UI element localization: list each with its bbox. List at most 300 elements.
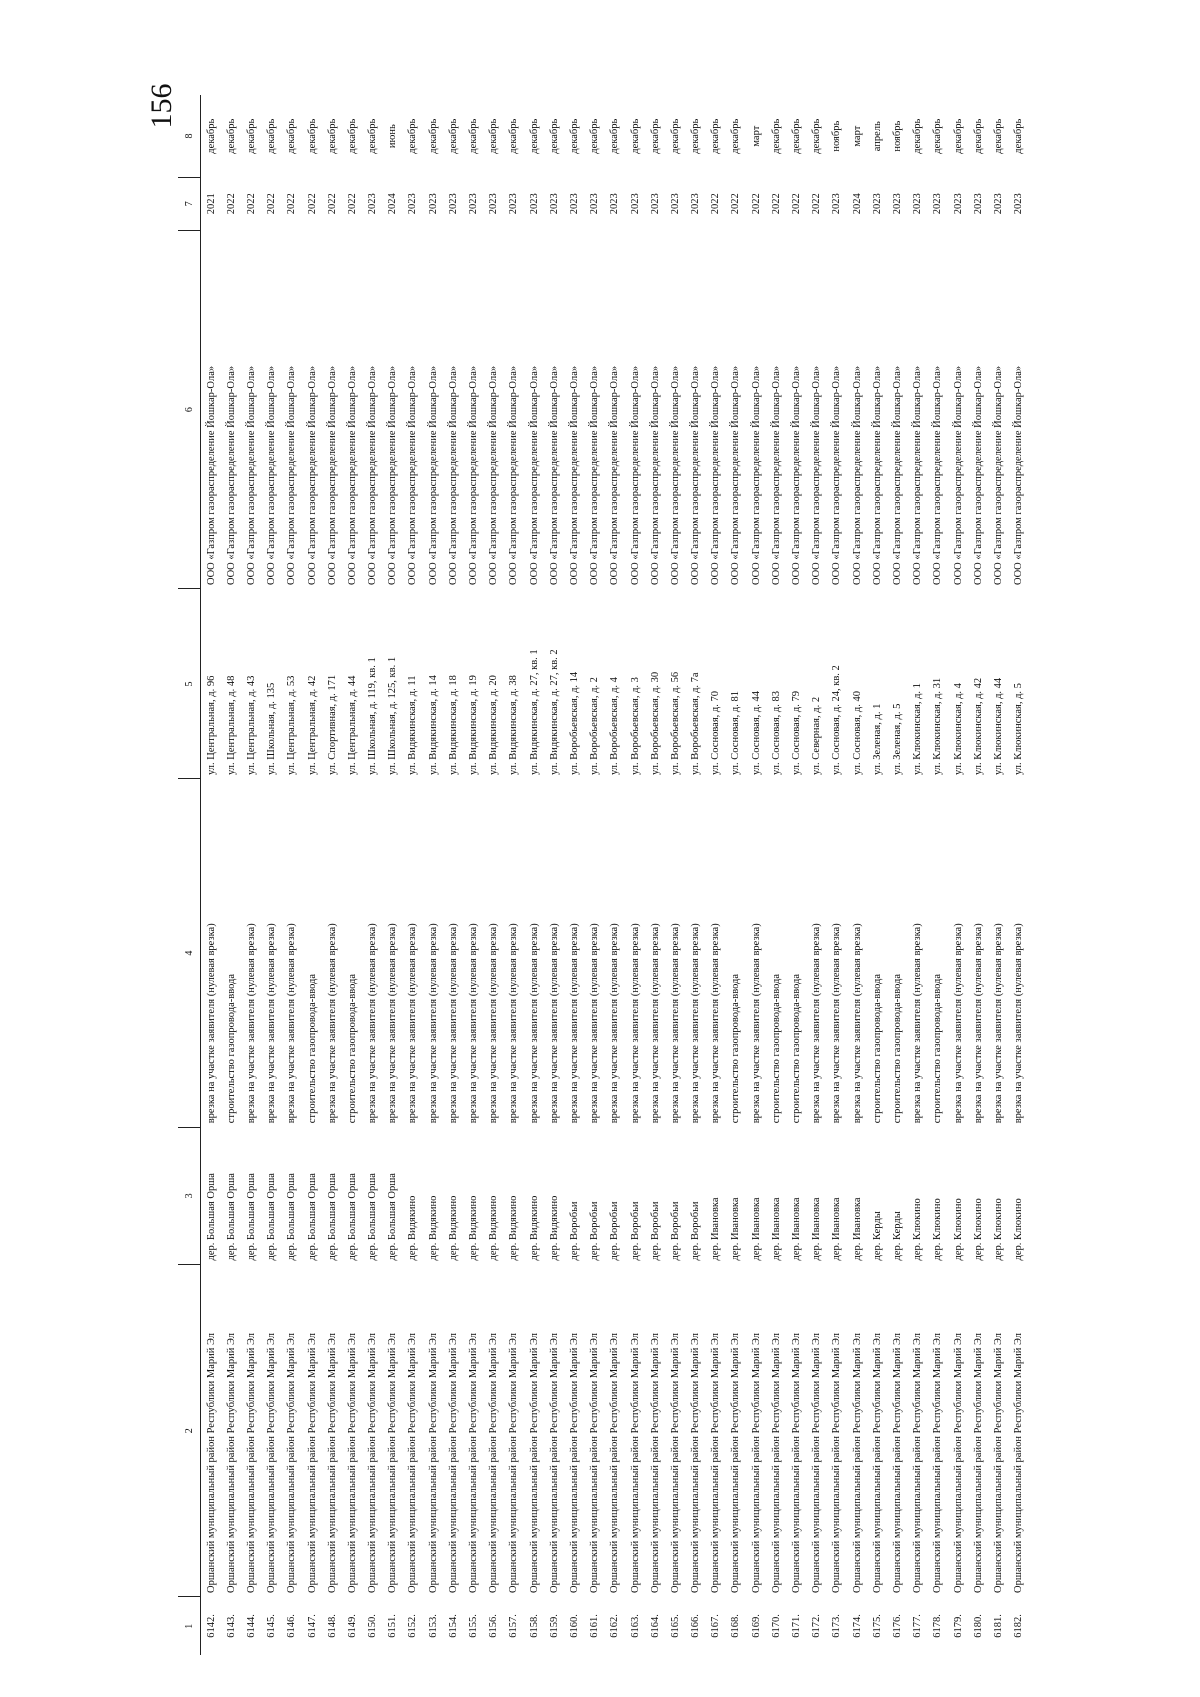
address-cell: ул. Клюкинская, д. 4	[952, 683, 964, 775]
district-cell: Оршанский муниципальный район Республики Марий Эл	[629, 1332, 641, 1593]
settlement-cell: дер. Ивановка	[710, 1197, 722, 1261]
row-number-cell: 6175.	[871, 1614, 883, 1638]
organization-cell: ООО «Газпром газораспределение Йошкар-Ола»	[891, 365, 903, 585]
work-type-cell: врезка на участке заявителя (нулевая врезка)	[528, 923, 540, 1124]
row-number-cell: 6143.	[225, 1614, 237, 1638]
district-cell: Оршанский муниципальный район Республики Марий Эл	[932, 1332, 944, 1593]
organization-cell: ООО «Газпром газораспределение Йошкар-Ола»	[427, 365, 439, 585]
month-cell: декабрь	[811, 118, 823, 154]
settlement-cell: дер. Воробьи	[609, 1201, 621, 1261]
month-cell: декабрь	[488, 118, 500, 154]
table-row	[706, 95, 726, 1655]
month-cell: декабрь	[649, 118, 661, 154]
organization-cell: ООО «Газпром газораспределение Йошкар-Ола»	[791, 365, 803, 585]
district-cell: Оршанский муниципальный район Республики Марий Эл	[346, 1332, 358, 1593]
row-number-cell: 6165.	[669, 1614, 681, 1638]
year-cell: 2022	[710, 193, 722, 215]
month-cell: апрель	[871, 121, 883, 152]
settlement-cell: дер. Воробьи	[568, 1201, 580, 1261]
settlement-cell: дер. Ивановка	[791, 1197, 803, 1261]
column-header: 5	[178, 589, 201, 779]
page-number: 156	[145, 83, 178, 129]
work-type-cell: врезка на участке заявителя (нулевая врезка)	[326, 923, 338, 1124]
district-cell: Оршанский муниципальный район Республики Марий Эл	[367, 1332, 379, 1593]
month-cell: декабрь	[346, 118, 358, 154]
table-row	[827, 95, 847, 1655]
table-row	[887, 95, 907, 1655]
table-row	[342, 95, 362, 1655]
organization-cell: ООО «Газпром газораспределение Йошкар-Ола»	[1013, 365, 1025, 585]
table-row	[807, 95, 827, 1655]
row-number-cell: 6151.	[387, 1614, 399, 1638]
row-number-cell: 6179.	[952, 1614, 964, 1638]
organization-cell: ООО «Газпром газораспределение Йошкар-Ола»	[548, 365, 560, 585]
organization-cell: ООО «Газпром газораспределение Йошкар-Ола»	[730, 365, 742, 585]
row-number-cell: 6178.	[932, 1614, 944, 1638]
row-number-cell: 6152.	[407, 1614, 419, 1638]
address-cell: ул. Центральная, д. 43	[245, 675, 257, 775]
address-cell: ул. Клюкинская, д. 5	[1013, 683, 1025, 775]
year-cell: 2023	[609, 193, 621, 215]
organization-cell: ООО «Газпром газораспределение Йошкар-Ола»	[992, 365, 1004, 585]
table-row	[988, 95, 1008, 1655]
address-cell: ул. Видякинская, д. 14	[427, 675, 439, 775]
organization-cell: ООО «Газпром газораспределение Йошкар-Ола»	[346, 365, 358, 585]
month-cell: декабрь	[690, 118, 702, 154]
year-cell: 2023	[427, 193, 439, 215]
row-number-cell: 6153.	[427, 1614, 439, 1638]
district-cell: Оршанский муниципальный район Республики Марий Эл	[770, 1332, 782, 1593]
row-number-cell: 6160.	[568, 1614, 580, 1638]
district-cell: Оршанский муниципальный район Республики Марий Эл	[851, 1332, 863, 1593]
settlement-cell: дер. Большая Орша	[286, 1173, 298, 1261]
column-header: 2	[178, 1264, 201, 1596]
work-type-cell: строительство газопровода-ввода	[891, 973, 903, 1124]
district-cell: Оршанский муниципальный район Республики Марий Эл	[690, 1332, 702, 1593]
table-row	[686, 95, 706, 1655]
year-cell: 2024	[387, 193, 399, 215]
table-row	[524, 95, 544, 1655]
work-type-cell: врезка на участке заявителя (нулевая врезка)	[468, 923, 480, 1124]
month-cell: декабрь	[205, 118, 217, 154]
address-cell: ул. Воробьевская, д. 14	[568, 671, 580, 775]
address-cell: ул. Видякинская, д. 38	[508, 675, 520, 775]
year-cell: 2023	[871, 193, 883, 215]
work-type-cell: строительство газопровода-ввода	[932, 973, 944, 1124]
district-cell: Оршанский муниципальный район Республики Марий Эл	[791, 1332, 803, 1593]
organization-cell: ООО «Газпром газораспределение Йошкар-Ола»	[286, 365, 298, 585]
settlement-cell: дер. Ивановка	[851, 1197, 863, 1261]
row-number-cell: 6159.	[548, 1614, 560, 1638]
row-number-cell: 6176.	[891, 1614, 903, 1638]
district-cell: Оршанский муниципальный район Республики Марий Эл	[508, 1332, 520, 1593]
month-cell: декабрь	[791, 118, 803, 154]
organization-cell: ООО «Газпром газораспределение Йошкар-Ола»	[750, 365, 762, 585]
table-row	[302, 95, 322, 1655]
address-cell: ул. Школьная, д. 119, кв. 1	[367, 657, 379, 775]
district-cell: Оршанский муниципальный район Республики Марий Эл	[447, 1332, 459, 1593]
year-cell: 2023	[669, 193, 681, 215]
organization-cell: ООО «Газпром газораспределение Йошкар-Ола»	[952, 365, 964, 585]
address-cell: ул. Воробьевская, д. 4	[609, 677, 621, 775]
work-type-cell: врезка на участке заявителя (нулевая врезка)	[629, 923, 641, 1124]
row-number-cell: 6142.	[205, 1614, 217, 1638]
year-cell: 2023	[629, 193, 641, 215]
row-number-cell: 6156.	[488, 1614, 500, 1638]
district-cell: Оршанский муниципальный район Республики Марий Эл	[245, 1332, 257, 1593]
year-cell: 2023	[407, 193, 419, 215]
settlement-cell: дер. Клюкино	[992, 1198, 1004, 1261]
row-number-cell: 6161.	[589, 1614, 601, 1638]
settlement-cell: дер. Видякино	[447, 1195, 459, 1261]
district-cell: Оршанский муниципальный район Республики Марий Эл	[992, 1332, 1004, 1593]
settlement-cell: дер. Большая Орша	[225, 1173, 237, 1261]
month-cell: декабрь	[730, 118, 742, 154]
address-cell: ул. Центральная, д. 96	[205, 675, 217, 775]
settlement-cell: дер. Воробьи	[649, 1201, 661, 1261]
table-row	[221, 95, 241, 1655]
work-type-cell: врезка на участке заявителя (нулевая врезка)	[649, 923, 661, 1124]
table-row	[928, 95, 948, 1655]
work-type-cell: врезка на участке заявителя (нулевая врезка)	[669, 923, 681, 1124]
organization-cell: ООО «Газпром газораспределение Йошкар-Ола»	[972, 365, 984, 585]
settlement-cell: дер. Видякино	[488, 1195, 500, 1261]
address-cell: ул. Сосновая, д. 24, кв. 2	[831, 665, 843, 775]
settlement-cell: дер. Большая Орша	[306, 1173, 318, 1261]
work-type-cell: врезка на участке заявителя (нулевая врезка)	[245, 923, 257, 1124]
table-row	[968, 95, 988, 1655]
month-cell: ноябрь	[831, 120, 843, 152]
organization-cell: ООО «Газпром газораспределение Йошкар-Ола»	[367, 365, 379, 585]
organization-cell: ООО «Газпром газораспределение Йошкар-Ола»	[326, 365, 338, 585]
organization-cell: ООО «Газпром газораспределение Йошкар-Ола»	[770, 365, 782, 585]
settlement-cell: дер. Большая Орша	[205, 1173, 217, 1261]
table-row	[484, 95, 504, 1655]
month-cell: декабрь	[286, 118, 298, 154]
table-row	[867, 95, 887, 1655]
table-row	[766, 95, 786, 1655]
district-cell: Оршанский муниципальный район Республики Марий Эл	[730, 1332, 742, 1593]
table-row	[363, 95, 383, 1655]
organization-cell: ООО «Газпром газораспределение Йошкар-Ола»	[387, 365, 399, 585]
year-cell: 2022	[730, 193, 742, 215]
organization-cell: ООО «Газпром газораспределение Йошкар-Ола»	[811, 365, 823, 585]
work-type-cell: врезка на участке заявителя (нулевая врезка)	[447, 923, 459, 1124]
settlement-cell: дер. Видякино	[548, 1195, 560, 1261]
district-cell: Оршанский муниципальный район Республики Марий Эл	[427, 1332, 439, 1593]
district-cell: Оршанский муниципальный район Республики Марий Эл	[548, 1332, 560, 1593]
address-cell: ул. Сосновая, д. 79	[791, 691, 803, 775]
month-cell: декабрь	[468, 118, 480, 154]
district-cell: Оршанский муниципальный район Республики Марий Эл	[589, 1332, 601, 1593]
district-cell: Оршанский муниципальный район Республики Марий Эл	[266, 1332, 278, 1593]
year-cell: 2023	[367, 193, 379, 215]
settlement-cell: дер. Большая Орша	[346, 1173, 358, 1261]
table-row	[645, 95, 665, 1655]
row-number-cell: 6154.	[447, 1614, 459, 1638]
month-cell: июнь	[387, 124, 399, 149]
settlement-cell: дер. Ивановка	[750, 1197, 762, 1261]
settlement-cell: дер. Клюкино	[932, 1198, 944, 1261]
month-cell: декабрь	[770, 118, 782, 154]
column-header: 1	[178, 1597, 201, 1655]
table-row	[463, 95, 483, 1655]
settlement-cell: дер. Клюкино	[1013, 1198, 1025, 1261]
organization-cell: ООО «Газпром газораспределение Йошкар-Ола»	[245, 365, 257, 585]
year-cell: 2022	[326, 193, 338, 215]
organization-cell: ООО «Газпром газораспределение Йошкар-Ола»	[871, 365, 883, 585]
district-cell: Оршанский муниципальный район Республики Марий Эл	[468, 1332, 480, 1593]
settlement-cell: дер. Большая Орша	[367, 1173, 379, 1261]
work-type-cell: строительство газопровода-ввода	[770, 973, 782, 1124]
work-type-cell: строительство газопровода-ввода	[730, 973, 742, 1124]
row-number-cell: 6149.	[346, 1614, 358, 1638]
year-cell: 2024	[851, 193, 863, 215]
year-cell: 2023	[488, 193, 500, 215]
district-cell: Оршанский муниципальный район Республики Марий Эл	[831, 1332, 843, 1593]
row-number-cell: 6148.	[326, 1614, 338, 1638]
settlement-cell: дер. Ивановка	[770, 1197, 782, 1261]
row-number-cell: 6144.	[245, 1614, 257, 1638]
table-row	[504, 95, 524, 1655]
year-cell: 2023	[1013, 193, 1025, 215]
year-cell: 2022	[286, 193, 298, 215]
month-cell: декабрь	[447, 118, 459, 154]
table-row	[908, 95, 928, 1655]
year-cell: 2022	[346, 193, 358, 215]
table-row	[443, 95, 463, 1655]
month-cell: декабрь	[367, 118, 379, 154]
row-number-cell: 6146.	[286, 1614, 298, 1638]
row-number-cell: 6174.	[851, 1614, 863, 1638]
address-cell: ул. Центральная, д. 44	[346, 675, 358, 775]
work-type-cell: врезка на участке заявителя (нулевая врезка)	[266, 923, 278, 1124]
column-header: 8	[178, 95, 201, 177]
address-cell: ул. Воробьевская, д. 3	[629, 677, 641, 775]
year-cell: 2021	[205, 193, 217, 215]
address-cell: ул. Сосновая, д. 40	[851, 691, 863, 775]
district-cell: Оршанский муниципальный район Республики Марий Эл	[1013, 1332, 1025, 1593]
work-type-cell: врезка на участке заявителя (нулевая врезка)	[912, 923, 924, 1124]
organization-cell: ООО «Газпром газораспределение Йошкар-Ола»	[851, 365, 863, 585]
table-row	[403, 95, 423, 1655]
organization-cell: ООО «Газпром газораспределение Йошкар-Ола»	[629, 365, 641, 585]
table-body	[201, 95, 1029, 1655]
month-cell: декабрь	[710, 118, 722, 154]
address-cell: ул. Клюкинская, д. 42	[972, 677, 984, 775]
work-type-cell: врезка на участке заявителя (нулевая врезка)	[710, 923, 722, 1124]
address-cell: ул. Видякинская, д. 27, кв. 1	[528, 649, 540, 775]
address-cell: ул. Воробьевская, д. 30	[649, 671, 661, 775]
address-cell: ул. Центральная, д. 53	[286, 675, 298, 775]
settlement-cell: дер. Большая Орша	[266, 1173, 278, 1261]
settlement-cell: дер. Воробьи	[690, 1201, 702, 1261]
column-header: 6	[178, 230, 201, 589]
address-cell: ул. Зеленая, д. 5	[891, 703, 903, 775]
organization-cell: ООО «Газпром газораспределение Йошкар-Ола»	[508, 365, 520, 585]
month-cell: декабрь	[266, 118, 278, 154]
district-cell: Оршанский муниципальный район Республики Марий Эл	[326, 1332, 338, 1593]
district-cell: Оршанский муниципальный район Республики Марий Эл	[205, 1332, 217, 1593]
year-cell: 2022	[750, 193, 762, 215]
table-row	[383, 95, 403, 1655]
organization-cell: ООО «Газпром газораспределение Йошкар-Ола»	[690, 365, 702, 585]
table-row	[786, 95, 806, 1655]
month-cell: ноябрь	[891, 120, 903, 152]
work-type-cell: врезка на участке заявителя (нулевая врезка)	[508, 923, 520, 1124]
work-type-cell: врезка на участке заявителя (нулевая врезка)	[1013, 923, 1025, 1124]
month-cell: декабрь	[326, 118, 338, 154]
address-cell: ул. Сосновая, д. 83	[770, 691, 782, 775]
month-cell: декабрь	[972, 118, 984, 154]
year-cell: 2023	[649, 193, 661, 215]
year-cell: 2022	[770, 193, 782, 215]
year-cell: 2023	[528, 193, 540, 215]
table-row	[564, 95, 584, 1655]
year-cell: 2022	[225, 193, 237, 215]
work-type-cell: врезка на участке заявителя (нулевая врезка)	[690, 923, 702, 1124]
work-type-cell: врезка на участке заявителя (нулевая врезка)	[205, 923, 217, 1124]
work-type-cell: строительство газопровода-ввода	[306, 973, 318, 1124]
address-cell: ул. Воробьевская, д. 2	[589, 677, 601, 775]
work-type-cell: строительство газопровода-ввода	[225, 973, 237, 1124]
year-cell: 2023	[972, 193, 984, 215]
month-cell: декабрь	[225, 118, 237, 154]
organization-cell: ООО «Газпром газораспределение Йошкар-Ола»	[306, 365, 318, 585]
address-cell: ул. Центральная, д. 42	[306, 675, 318, 775]
year-cell: 2023	[548, 193, 560, 215]
settlement-cell: дер. Керды	[891, 1211, 903, 1261]
organization-cell: ООО «Газпром газораспределение Йошкар-Ола»	[528, 365, 540, 585]
year-cell: 2022	[791, 193, 803, 215]
address-cell: ул. Школьная, д. 125, кв. 1	[387, 656, 399, 775]
year-cell: 2023	[952, 193, 964, 215]
address-cell: ул. Воробьевская, д. 7а	[690, 672, 702, 775]
work-type-cell: врезка на участке заявителя (нулевая врезка)	[811, 923, 823, 1124]
address-cell: ул. Северная, д. 2	[811, 696, 823, 775]
settlement-cell: дер. Видякино	[508, 1195, 520, 1261]
organization-cell: ООО «Газпром газораспределение Йошкар-Ола»	[589, 365, 601, 585]
year-cell: 2022	[306, 193, 318, 215]
row-number-cell: 6177.	[912, 1614, 924, 1638]
settlement-cell: дер. Керды	[871, 1211, 883, 1261]
row-number-cell: 6162.	[609, 1614, 621, 1638]
address-cell: ул. Школьная, д. 135	[266, 682, 278, 775]
month-cell: март	[851, 125, 863, 147]
column-header: 3	[178, 1127, 201, 1264]
settlement-cell: дер. Видякино	[468, 1195, 480, 1261]
year-cell: 2023	[992, 193, 1004, 215]
organization-cell: ООО «Газпром газораспределение Йошкар-Ола»	[912, 365, 924, 585]
table-row	[282, 95, 302, 1655]
organization-cell: ООО «Газпром газораспределение Йошкар-Ола»	[225, 365, 237, 585]
table-row	[1009, 95, 1029, 1655]
address-cell: ул. Сосновая, д. 81	[730, 691, 742, 775]
settlement-cell: дер. Большая Орша	[245, 1173, 257, 1261]
address-cell: ул. Видякинская, д. 18	[447, 675, 459, 775]
district-cell: Оршанский муниципальный район Республики Марий Эл	[912, 1332, 924, 1593]
district-cell: Оршанский муниципальный район Республики Марий Эл	[669, 1332, 681, 1593]
row-number-cell: 6157.	[508, 1614, 520, 1638]
address-cell: ул. Видякинская, д. 19	[468, 675, 480, 775]
table-row	[726, 95, 746, 1655]
table-row	[585, 95, 605, 1655]
table-row	[241, 95, 261, 1655]
organization-cell: ООО «Газпром газораспределение Йошкар-Ола»	[932, 365, 944, 585]
month-cell: декабрь	[589, 118, 601, 154]
row-number-cell: 6145.	[266, 1614, 278, 1638]
month-cell: декабрь	[1013, 118, 1025, 154]
work-type-cell: врезка на участке заявителя (нулевая врезка)	[367, 923, 379, 1124]
district-cell: Оршанский муниципальный район Республики Марий Эл	[286, 1332, 298, 1593]
table-row	[423, 95, 443, 1655]
work-type-cell: строительство газопровода-ввода	[871, 973, 883, 1124]
rotated-table	[178, 95, 1058, 1655]
address-cell: ул. Зеленая, д. 1	[871, 703, 883, 775]
row-number-cell: 6164.	[649, 1614, 661, 1638]
address-cell: ул. Клюкинская, д. 31	[932, 677, 944, 775]
table-container	[178, 95, 1058, 1655]
table-row	[665, 95, 685, 1655]
year-cell: 2023	[891, 193, 903, 215]
year-cell: 2023	[447, 193, 459, 215]
district-cell: Оршанский муниципальный район Республики Марий Эл	[952, 1332, 964, 1593]
row-number-cell: 6163.	[629, 1614, 641, 1638]
address-cell: ул. Видякинская, д. 27, кв. 2	[548, 649, 560, 775]
district-cell: Оршанский муниципальный район Республики Марий Эл	[891, 1332, 903, 1593]
year-cell: 2022	[811, 193, 823, 215]
address-cell: ул. Спортивная, д. 171	[326, 674, 338, 775]
settlement-cell: дер. Воробьи	[629, 1201, 641, 1261]
address-cell: ул. Клюкинская, д. 1	[912, 683, 924, 775]
month-cell: декабрь	[508, 118, 520, 154]
address-cell: ул. Воробьевская, д. 56	[669, 671, 681, 775]
year-cell: 2022	[266, 193, 278, 215]
month-cell: декабрь	[912, 118, 924, 154]
month-cell: декабрь	[427, 118, 439, 154]
month-cell: декабрь	[548, 118, 560, 154]
work-type-cell: врезка на участке заявителя (нулевая врезка)	[831, 923, 843, 1124]
work-type-cell: врезка на участке заявителя (нулевая врезка)	[992, 923, 1004, 1124]
address-cell: ул. Центральная, д. 48	[225, 675, 237, 775]
work-type-cell: строительство газопровода-ввода	[791, 973, 803, 1124]
year-cell: 2023	[690, 193, 702, 215]
month-cell: декабрь	[245, 118, 257, 154]
month-cell: декабрь	[306, 118, 318, 154]
organization-cell: ООО «Газпром газораспределение Йошкар-Ола»	[568, 365, 580, 585]
work-type-cell: врезка на участке заявителя (нулевая врезка)	[286, 923, 298, 1124]
month-cell: декабрь	[609, 118, 621, 154]
settlement-cell: дер. Ивановка	[831, 1197, 843, 1261]
register-table	[178, 95, 1029, 1655]
work-type-cell: врезка на участке заявителя (нулевая врезка)	[851, 923, 863, 1124]
organization-cell: ООО «Газпром газораспределение Йошкар-Ола»	[831, 365, 843, 585]
settlement-cell: дер. Видякино	[528, 1195, 540, 1261]
work-type-cell: строительство газопровода-ввода	[346, 973, 358, 1124]
table-row	[746, 95, 766, 1655]
year-cell: 2023	[932, 193, 944, 215]
table-row	[322, 95, 342, 1655]
work-type-cell: врезка на участке заявителя (нулевая врезка)	[972, 923, 984, 1124]
column-header: 4	[178, 779, 201, 1127]
work-type-cell: врезка на участке заявителя (нулевая врезка)	[589, 923, 601, 1124]
settlement-cell: дер. Ивановка	[730, 1197, 742, 1261]
district-cell: Оршанский муниципальный район Республики Марий Эл	[710, 1332, 722, 1593]
settlement-cell: дер. Видякино	[427, 1195, 439, 1261]
table-row	[201, 95, 222, 1655]
table-row	[948, 95, 968, 1655]
organization-cell: ООО «Газпром газораспределение Йошкар-Ола»	[205, 365, 217, 585]
